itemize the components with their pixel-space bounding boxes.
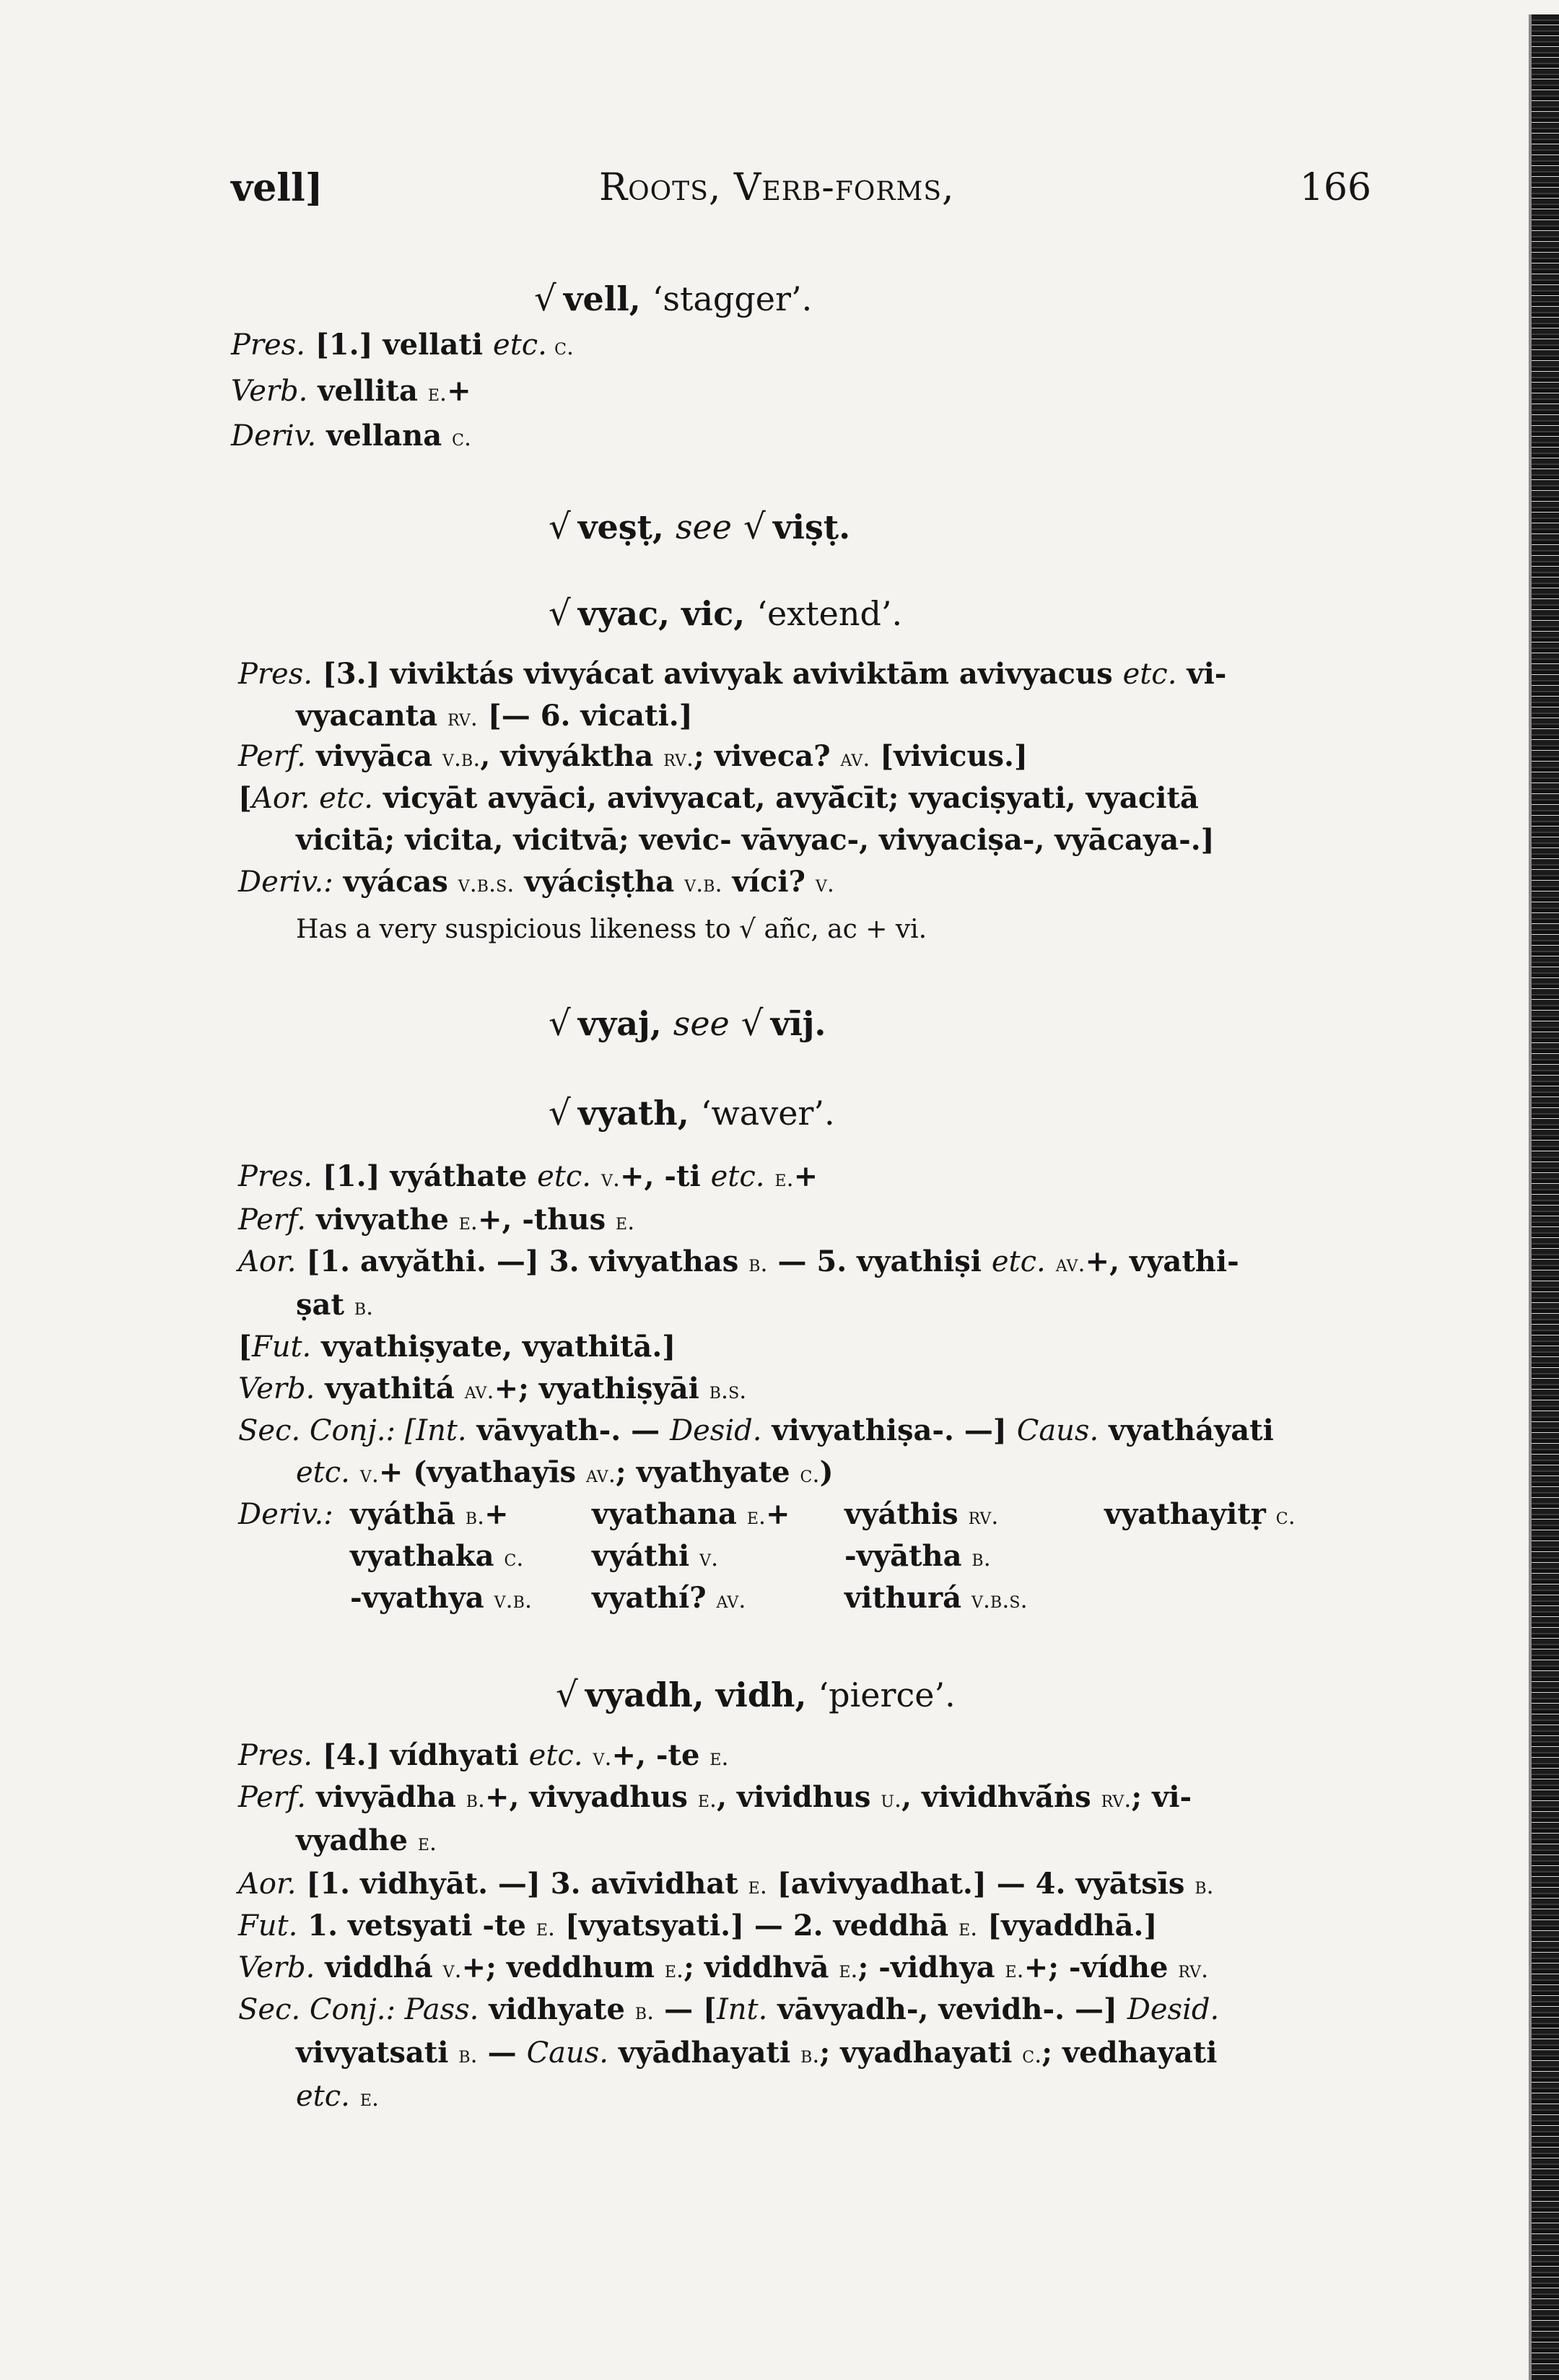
book-spine	[1532, 14, 1559, 2380]
text-segment: v.b.	[442, 744, 481, 772]
text-segment: rv.	[663, 744, 694, 772]
text-segment: [1.] vellati	[305, 328, 494, 362]
entry-line	[238, 1247, 1239, 1276]
entry-line	[296, 2036, 1218, 2070]
text-segment: vivyāca	[306, 739, 442, 773]
text-segment: b.	[458, 2041, 478, 2068]
text-segment: c.	[800, 1460, 820, 1488]
text-segment: vyathana	[592, 1497, 747, 1531]
entry-heading-vyac: √ vyac, vic, ‘extend’.	[549, 593, 903, 634]
text-segment: av.	[716, 1586, 746, 1613]
text-segment: v.	[699, 1544, 719, 1572]
text-segment: Int.	[716, 1993, 768, 2026]
text-segment: +, -te	[611, 1738, 710, 1772]
text-segment: vyadhe	[296, 1823, 418, 1857]
text-segment: av.	[840, 744, 870, 772]
entry-heading-vyaj: √ vyaj, see √ vīj.	[549, 1003, 826, 1044]
text-segment: etc.	[528, 1739, 583, 1772]
text-segment: b.	[634, 1997, 655, 2025]
entry-line	[238, 657, 1227, 691]
text-segment: +	[484, 1497, 509, 1531]
text-segment: vivyādha	[306, 1780, 466, 1814]
text-segment: b.	[465, 1502, 485, 1530]
entry-heading-vyadh: √ vyadh, vidh, ‘pierce’.	[556, 1675, 956, 1715]
entry-line	[238, 1867, 1214, 1901]
text-segment: [1. avyăthi. —] 3. vivyathas	[296, 1245, 749, 1278]
text-segment: e.	[427, 379, 447, 406]
text-segment: — 5. vyathiṣi	[767, 1245, 992, 1278]
text-segment: vyathaka	[350, 1539, 505, 1573]
entry-line	[238, 1159, 818, 1193]
entry-line	[238, 1950, 1209, 1984]
text-segment: av.	[464, 1377, 494, 1404]
entry-line	[238, 1330, 676, 1364]
text-segment: Fut.	[251, 1330, 312, 1364]
text-segment: +	[793, 1159, 818, 1193]
entry-line	[296, 1823, 437, 1857]
text-segment: +, -thus	[477, 1203, 616, 1237]
text-segment: Caus.	[526, 2036, 609, 2070]
entry-line	[296, 823, 1215, 857]
text-segment: v.	[815, 870, 834, 897]
text-segment: +; veddhum	[461, 1950, 665, 1984]
text-segment: +	[766, 1497, 790, 1531]
deriv-cell	[844, 1539, 991, 1573]
text-segment: vellita	[307, 374, 428, 408]
text-segment: etc.	[710, 1160, 765, 1193]
entry-line	[296, 2082, 379, 2111]
text-segment: vi-	[1176, 657, 1227, 691]
text-segment: e.	[1005, 1956, 1024, 1983]
text-segment: +	[447, 374, 471, 408]
text-segment: b.	[354, 1293, 374, 1320]
text-segment: e.	[774, 1164, 794, 1192]
text-segment: vāvyadh-, vevidh-. —]	[767, 1992, 1127, 2026]
text-segment	[583, 1738, 593, 1772]
text-segment: ṣat	[296, 1288, 354, 1322]
text-segment	[350, 2079, 360, 2113]
text-segment: vyatháyati	[1099, 1413, 1274, 1447]
text-segment: Pres.	[238, 1739, 313, 1772]
text-segment: v.	[359, 1460, 379, 1488]
text-segment: Perf.	[238, 1781, 307, 1814]
root-sign-icon: √	[743, 507, 766, 547]
text-segment: e.	[958, 1914, 978, 1941]
text-segment: c.	[1022, 2041, 1042, 2068]
text-segment: vivyathiṣa-. —]	[761, 1413, 1017, 1447]
text-segment: e.	[616, 1208, 635, 1235]
text-segment: Fut.	[238, 1909, 298, 1943]
entry-line	[296, 914, 927, 943]
entry-line	[238, 1413, 1274, 1447]
text-segment: +, -ti	[620, 1159, 711, 1193]
text-segment: [3.] viviktás vivyácat avivyak aviviktām avivyacus	[312, 657, 1123, 691]
text-segment: e.	[664, 1956, 684, 1983]
text-segment: 1. vetsyati -te	[297, 1909, 536, 1943]
text-segment: —	[477, 2036, 527, 2070]
entry-line	[296, 699, 693, 733]
text-segment: Perf.	[238, 1203, 307, 1237]
text-segment: Has a very suspicious likeness to √ añc, ac + vi.	[296, 915, 927, 944]
text-segment: Sec. Conj.: Pass.	[238, 1993, 479, 2026]
text-segment: vyáthis	[844, 1497, 969, 1531]
running-head	[231, 166, 1371, 217]
text-segment: e.	[748, 1872, 767, 1899]
text-segment: , vividhus	[717, 1780, 881, 1814]
text-segment: vivyatsati	[296, 2036, 459, 2070]
text-segment: b.s.	[709, 1377, 747, 1404]
running-head-left: vell]	[231, 166, 323, 210]
text-segment: etc.	[537, 1160, 592, 1193]
page-number: 166	[1299, 166, 1371, 209]
text-segment: e.	[359, 2084, 380, 2111]
text-segment: , vivyáktha	[480, 739, 664, 773]
text-segment: [avivyadhat.] — 4. vyātsīs	[767, 1867, 1195, 1901]
text-segment: +, vivyadhus	[485, 1780, 698, 1814]
text-segment: vicyāt avyāci, avivyacat, avyă̄cīt; vyaciṣyati, vyacitā	[372, 781, 1199, 815]
text-segment: [— 6. vicati.]	[477, 699, 693, 733]
text-segment: Pres.	[238, 1160, 313, 1193]
text-segment: ; vyadhayati	[819, 2036, 1023, 2070]
text-segment: ; vedhayati	[1041, 2036, 1218, 2070]
entry-line	[238, 865, 834, 899]
deriv-cell	[350, 1539, 524, 1573]
text-segment: vivyathe	[306, 1203, 459, 1237]
root-sign-icon: √	[549, 1093, 571, 1133]
text-segment: ; viddhvā	[684, 1950, 839, 1984]
text-segment: e.	[417, 1828, 437, 1856]
deriv-cell	[592, 1581, 746, 1615]
entry-line	[296, 1288, 374, 1322]
root-sign-icon: √	[741, 1003, 764, 1044]
text-segment: vyácas	[333, 865, 458, 899]
text-segment: u.	[881, 1785, 902, 1813]
text-segment: rv.	[447, 704, 478, 731]
text-segment: e.	[458, 1208, 478, 1235]
text-segment: [vyaddhā.]	[977, 1909, 1158, 1943]
text-segment: Pres.	[231, 328, 305, 362]
text-segment: c.	[504, 1544, 524, 1572]
text-segment: vyáthi	[592, 1539, 700, 1573]
deriv-cell	[592, 1539, 719, 1573]
text-segment: [1. vidhyāt. —] 3. avīvidhat	[296, 1867, 748, 1901]
text-segment: b.	[466, 1785, 486, 1813]
text-segment: Verb.	[238, 1951, 315, 1984]
text-segment: v.b.	[494, 1586, 533, 1613]
entry-line	[238, 1203, 635, 1237]
entry-line	[238, 1909, 1158, 1943]
root-sign-icon: √	[549, 593, 571, 634]
text-segment: Sec. Conj.: [Int.	[238, 1414, 467, 1447]
entry-heading-vest: √ veṣṭ, see √ viṣṭ.	[549, 507, 851, 547]
text-segment: e.	[709, 1743, 729, 1771]
text-segment: vyacanta	[296, 699, 448, 733]
entry-line	[231, 374, 471, 408]
text-segment: Desid.	[670, 1414, 762, 1447]
text-segment: -vyathya	[350, 1581, 494, 1615]
text-segment: vyathayitṛ	[1104, 1497, 1276, 1531]
text-segment: [1.] vyáthate	[312, 1159, 538, 1193]
text-segment: etc.	[296, 1456, 350, 1489]
deriv-cell	[844, 1581, 1028, 1615]
text-segment: Desid.	[1127, 1993, 1220, 2026]
text-segment: vidhyate	[479, 1992, 635, 2026]
entry-line	[238, 1780, 1192, 1814]
deriv-cell	[592, 1497, 790, 1531]
text-segment: c.	[452, 424, 472, 451]
text-segment: Aor.	[238, 1867, 297, 1901]
deriv-cell	[844, 1497, 999, 1531]
text-segment: vyáciṣṭha	[514, 865, 685, 899]
text-segment: etc.	[1122, 658, 1177, 691]
text-segment: b.	[800, 2041, 820, 2068]
text-segment: [vyatsyati.] — 2. veddhā	[555, 1909, 959, 1943]
text-segment: Aor. etc.	[251, 782, 373, 815]
text-segment: )	[819, 1455, 834, 1489]
text-segment: ; vi-	[1131, 1780, 1192, 1814]
text-segment: b.	[1195, 1872, 1214, 1899]
text-segment: av.	[586, 1460, 616, 1488]
text-segment: -vyātha	[844, 1539, 972, 1573]
text-segment	[1046, 1245, 1056, 1278]
text-segment: v.b.s.	[458, 870, 515, 897]
root-sign-icon: √	[534, 279, 556, 319]
text-segment: etc.	[991, 1245, 1046, 1278]
text-segment	[591, 1159, 601, 1193]
entry-line	[238, 781, 1199, 815]
deriv-cell	[350, 1581, 533, 1615]
text-segment: vicitā; vicita, vicitvā; vevic- vāvyac-, vivyaciṣa-, vyācaya-.]	[296, 823, 1215, 857]
text-segment: v.	[442, 1956, 462, 1983]
text-segment: e.	[839, 1956, 858, 1983]
text-segment: [	[238, 1330, 252, 1364]
text-segment: Caus.	[1016, 1414, 1099, 1447]
text-segment: +; vyathiṣyāi	[494, 1372, 709, 1405]
text-segment: c.	[546, 333, 575, 360]
text-segment: ; viveca?	[694, 739, 841, 773]
text-segment: — [	[654, 1992, 717, 2026]
running-head-title: Roots, Verb-forms,	[599, 166, 955, 209]
deriv-cell	[1104, 1497, 1296, 1531]
text-segment	[350, 1455, 360, 1489]
text-segment: [	[238, 781, 252, 815]
entry-heading-vyath: √ vyath, ‘waver’.	[549, 1093, 835, 1133]
text-segment: +; -vídhe	[1023, 1950, 1179, 1984]
text-segment: rv.	[1178, 1956, 1209, 1983]
text-segment: Deriv.	[231, 419, 317, 453]
deriv-cell	[350, 1497, 509, 1531]
text-segment: [vivicus.]	[870, 739, 1028, 773]
deriv-label: Deriv.:	[238, 1498, 333, 1531]
text-segment	[764, 1159, 774, 1193]
text-segment: [4.] vídhyati	[312, 1738, 529, 1772]
text-segment: , vividhvā́ṅs	[901, 1780, 1101, 1814]
root-sign-icon: √	[549, 507, 571, 547]
text-segment: b.	[748, 1250, 768, 1277]
entry-line	[296, 1455, 834, 1489]
text-segment: v.	[601, 1164, 621, 1192]
text-segment: +, vyathi-	[1085, 1245, 1239, 1278]
entry-heading-vell: √ vell, ‘stagger’.	[534, 279, 813, 319]
root-sign-icon: √	[549, 1003, 571, 1044]
text-segment: etc.	[493, 328, 547, 362]
text-segment: e.	[536, 1914, 556, 1941]
text-segment: vyathitá	[315, 1372, 465, 1405]
text-segment: v.b.	[684, 870, 722, 897]
text-segment: rv.	[1101, 1785, 1132, 1813]
text-segment: ; -vidhya	[857, 1950, 1005, 1984]
entry-line	[238, 1738, 729, 1772]
text-segment: v.	[593, 1743, 612, 1771]
text-segment: Deriv.:	[238, 866, 333, 899]
text-segment: vyáthā	[350, 1497, 466, 1531]
text-segment: Verb.	[238, 1372, 315, 1405]
text-segment: Verb.	[231, 375, 308, 408]
text-segment: v.b.s.	[971, 1586, 1028, 1613]
text-segment: Perf.	[238, 740, 307, 773]
text-segment: vyādhayati	[608, 2036, 801, 2070]
root-sign-icon: √	[556, 1675, 578, 1715]
text-segment: Pres.	[238, 658, 313, 691]
text-segment: viddhá	[315, 1950, 443, 1984]
text-segment: vyathí?	[592, 1581, 717, 1615]
text-segment: av.	[1055, 1250, 1086, 1277]
text-segment: ; vyathyate	[615, 1455, 800, 1489]
text-segment: e.	[697, 1785, 717, 1813]
text-segment: rv.	[968, 1502, 999, 1530]
text-segment: Aor.	[238, 1245, 297, 1278]
entry-line	[231, 328, 575, 362]
text-segment: vellana	[316, 419, 453, 453]
text-segment: c.	[1275, 1502, 1296, 1530]
entry-line	[238, 1374, 746, 1403]
text-segment: e.	[746, 1502, 767, 1530]
entry-line	[238, 739, 1028, 773]
text-segment: vithurá	[844, 1581, 971, 1615]
text-segment: b.	[971, 1544, 991, 1572]
text-segment: vyathiṣyate, vyathitā.]	[311, 1330, 676, 1364]
text-segment: vāvyath-. —	[466, 1413, 671, 1447]
entry-line	[231, 419, 472, 453]
text-segment: etc.	[296, 2080, 350, 2113]
entry-line	[238, 1992, 1220, 2026]
text-segment: + (vyathayīs	[378, 1455, 587, 1489]
text-segment: víci?	[722, 865, 816, 899]
